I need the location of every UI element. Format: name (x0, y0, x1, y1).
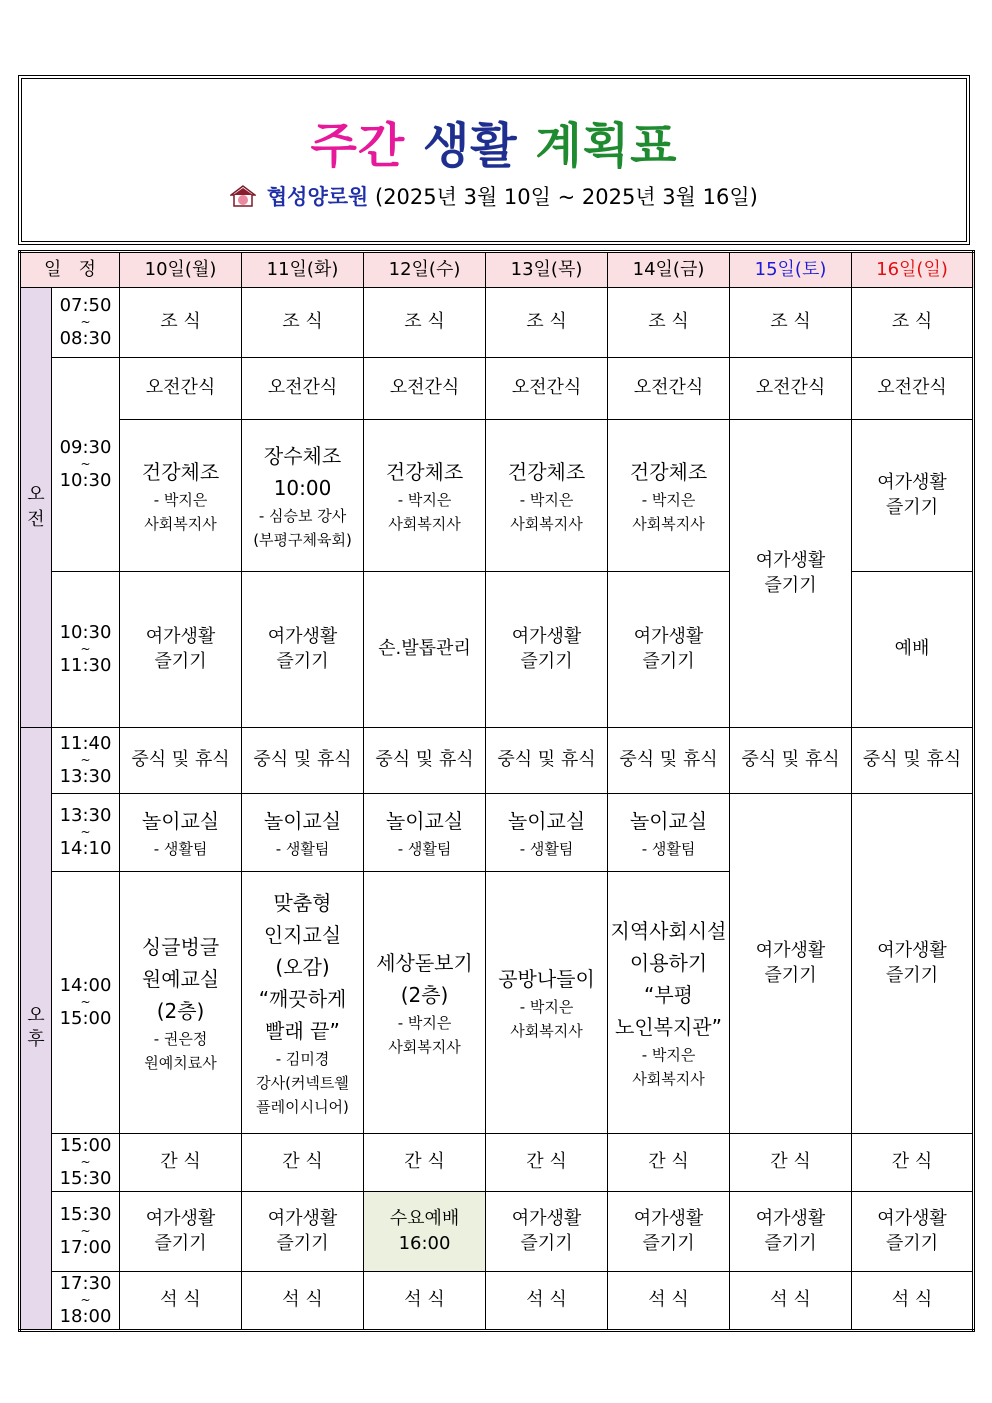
time-cell: 15:00 ~ 15:30 (52, 1134, 120, 1192)
day-header: 10일(월) (120, 252, 242, 288)
day-header: 11일(화) (242, 252, 364, 288)
play-class-cell: 놀이교실 - 생활팀 (364, 794, 486, 872)
leisure-cell: 여가생활 즐기기 (730, 1192, 852, 1272)
leisure-cell: 여가생활 즐기기 (852, 794, 974, 1134)
play-class-cell: 놀이교실 - 생활팀 (608, 794, 730, 872)
breakfast-cell: 조 식 (852, 288, 974, 358)
breakfast-cell: 조 식 (364, 288, 486, 358)
workshop-outing-cell: 공방나들이 - 박지은 사회복지사 (486, 872, 608, 1134)
dinner-cell: 석 식 (486, 1272, 608, 1331)
breakfast-cell: 조 식 (242, 288, 364, 358)
leisure-cell: 여가생활 즐기기 (486, 1192, 608, 1272)
breakfast-cell: 조 식 (730, 288, 852, 358)
am-snack-cell: 오전간식 (730, 358, 852, 420)
dinner-cell: 석 식 (608, 1272, 730, 1331)
am-snack-cell: 오전간식 (242, 358, 364, 420)
title-word-plan: 계획표 (535, 118, 678, 174)
time-cell: 13:30 ~ 14:10 (52, 794, 120, 872)
leisure-cell: 여가생활 즐기기 (486, 572, 608, 728)
dinner-cell: 석 식 (852, 1272, 974, 1331)
time-cell: 17:30 ~ 18:00 (52, 1272, 120, 1331)
lunch-cell: 중식 및 휴식 (608, 728, 730, 794)
day-header-sunday: 16일(일) (852, 252, 974, 288)
lunch-cell: 중식 및 휴식 (242, 728, 364, 794)
snack-cell: 간 식 (608, 1134, 730, 1192)
period-label: 오 후 (27, 1005, 45, 1051)
lunch-cell: 중식 및 휴식 (730, 728, 852, 794)
time-cell: 14:00 ~ 15:00 (52, 872, 120, 1134)
day-header-saturday: 15일(토) (730, 252, 852, 288)
leisure-cell: 여가생활 즐기기 (608, 572, 730, 728)
period-label: 오 전 (27, 484, 45, 530)
title-word-life: 생활 (422, 118, 518, 174)
page-subtitle (22, 181, 966, 211)
breakfast-cell: 조 식 (486, 288, 608, 358)
time-cell: 07:50 ~ 08:30 (52, 288, 120, 358)
page-title (22, 107, 966, 176)
am-snack-cell: 오전간식 (852, 358, 974, 420)
hand-foot-care-cell: 손.발톱관리 (364, 572, 486, 728)
table-row (20, 794, 974, 872)
am-snack-cell: 오전간식 (120, 358, 242, 420)
am-snack-cell: 오전간식 (608, 358, 730, 420)
header-box (18, 75, 970, 245)
leisure-cell: 여가생활 즐기기 (730, 794, 852, 1134)
breakfast-cell: 조 식 (120, 288, 242, 358)
community-facility-cell: 지역사회시설 이용하기 “부평 노인복지관” - 박지은 사회복지사 (608, 872, 730, 1134)
exercise-cell: 건강체조 - 박지은 사회복지사 (608, 420, 730, 572)
table-row (20, 358, 974, 420)
table-row (20, 288, 974, 358)
schedule-table (18, 250, 975, 1332)
leisure-cell: 여가생활 즐기기 (608, 1192, 730, 1272)
dinner-cell: 석 식 (364, 1272, 486, 1331)
table-row (20, 1134, 974, 1192)
leisure-cell: 여가생활 즐기기 (852, 420, 974, 572)
exercise-cell: 건강체조 - 박지은 사회복지사 (120, 420, 242, 572)
cognitive-class-cell: 맞춤형 인지교실 (오감) “깨끗하게 빨래 끝” - 김미경 강사(커넥트웰 플레이시니어) (242, 872, 364, 1134)
leisure-cell: 여가생활 즐기기 (852, 1192, 974, 1272)
worship-cell: 예배 (852, 572, 974, 728)
play-class-cell: 놀이교실 - 생활팀 (486, 794, 608, 872)
leisure-cell: 여가생활 즐기기 (242, 572, 364, 728)
play-class-cell: 놀이교실 - 생활팀 (120, 794, 242, 872)
period-afternoon (20, 728, 52, 1331)
header-row (20, 252, 974, 288)
am-snack-cell: 오전간식 (364, 358, 486, 420)
dinner-cell: 석 식 (242, 1272, 364, 1331)
time-cell: 09:30 ~ 10:30 (52, 358, 120, 572)
leisure-cell: 여가생활 즐기기 (120, 1192, 242, 1272)
snack-cell: 간 식 (120, 1134, 242, 1192)
org-name: 협성양로원 (266, 185, 369, 209)
snack-cell: 간 식 (852, 1134, 974, 1192)
table-row (20, 1192, 974, 1272)
lunch-cell: 중식 및 휴식 (364, 728, 486, 794)
leisure-cell: 여가생활 즐기기 (242, 1192, 364, 1272)
schedule-label: 일 정 (20, 252, 120, 288)
leisure-cell: 여가생활 즐기기 (120, 572, 242, 728)
play-class-cell: 놀이교실 - 생활팀 (242, 794, 364, 872)
lunch-cell: 중식 및 휴식 (120, 728, 242, 794)
house-logo-icon (230, 185, 256, 207)
time-cell: 15:30 ~ 17:00 (52, 1192, 120, 1272)
day-header: 13일(목) (486, 252, 608, 288)
am-snack-cell: 오전간식 (486, 358, 608, 420)
snack-cell: 간 식 (730, 1134, 852, 1192)
lunch-cell: 중식 및 휴식 (852, 728, 974, 794)
exercise-cell: 건강체조 - 박지은 사회복지사 (486, 420, 608, 572)
wednesday-worship-cell: 수요예배 16:00 (364, 1192, 486, 1272)
dinner-cell: 석 식 (120, 1272, 242, 1331)
snack-cell: 간 식 (242, 1134, 364, 1192)
exercise-cell: 건강체조 - 박지은 사회복지사 (364, 420, 486, 572)
lunch-cell: 중식 및 휴식 (486, 728, 608, 794)
date-range: (2025년 3월 10일 ~ 2025년 3월 16일) (375, 185, 758, 209)
leisure-cell: 여가생활 즐기기 (730, 420, 852, 728)
gardening-class-cell: 싱글벙글 원예교실 (2층) - 권은정 원예치료사 (120, 872, 242, 1134)
time-cell: 11:40 ~ 13:30 (52, 728, 120, 794)
longevity-exercise-cell: 장수체조 10:00 - 심승보 강사 (부평구체육회) (242, 420, 364, 572)
day-header: 12일(수) (364, 252, 486, 288)
title-word-weekly: 주간 (310, 118, 406, 174)
breakfast-cell: 조 식 (608, 288, 730, 358)
world-view-cell: 세상돋보기 (2층) - 박지은 사회복지사 (364, 872, 486, 1134)
period-morning (20, 288, 52, 728)
snack-cell: 간 식 (486, 1134, 608, 1192)
table-row (20, 1272, 974, 1331)
dinner-cell: 석 식 (730, 1272, 852, 1331)
day-header: 14일(금) (608, 252, 730, 288)
table-row (20, 420, 974, 572)
time-cell: 10:30 ~ 11:30 (52, 572, 120, 728)
snack-cell: 간 식 (364, 1134, 486, 1192)
table-row (20, 728, 974, 794)
